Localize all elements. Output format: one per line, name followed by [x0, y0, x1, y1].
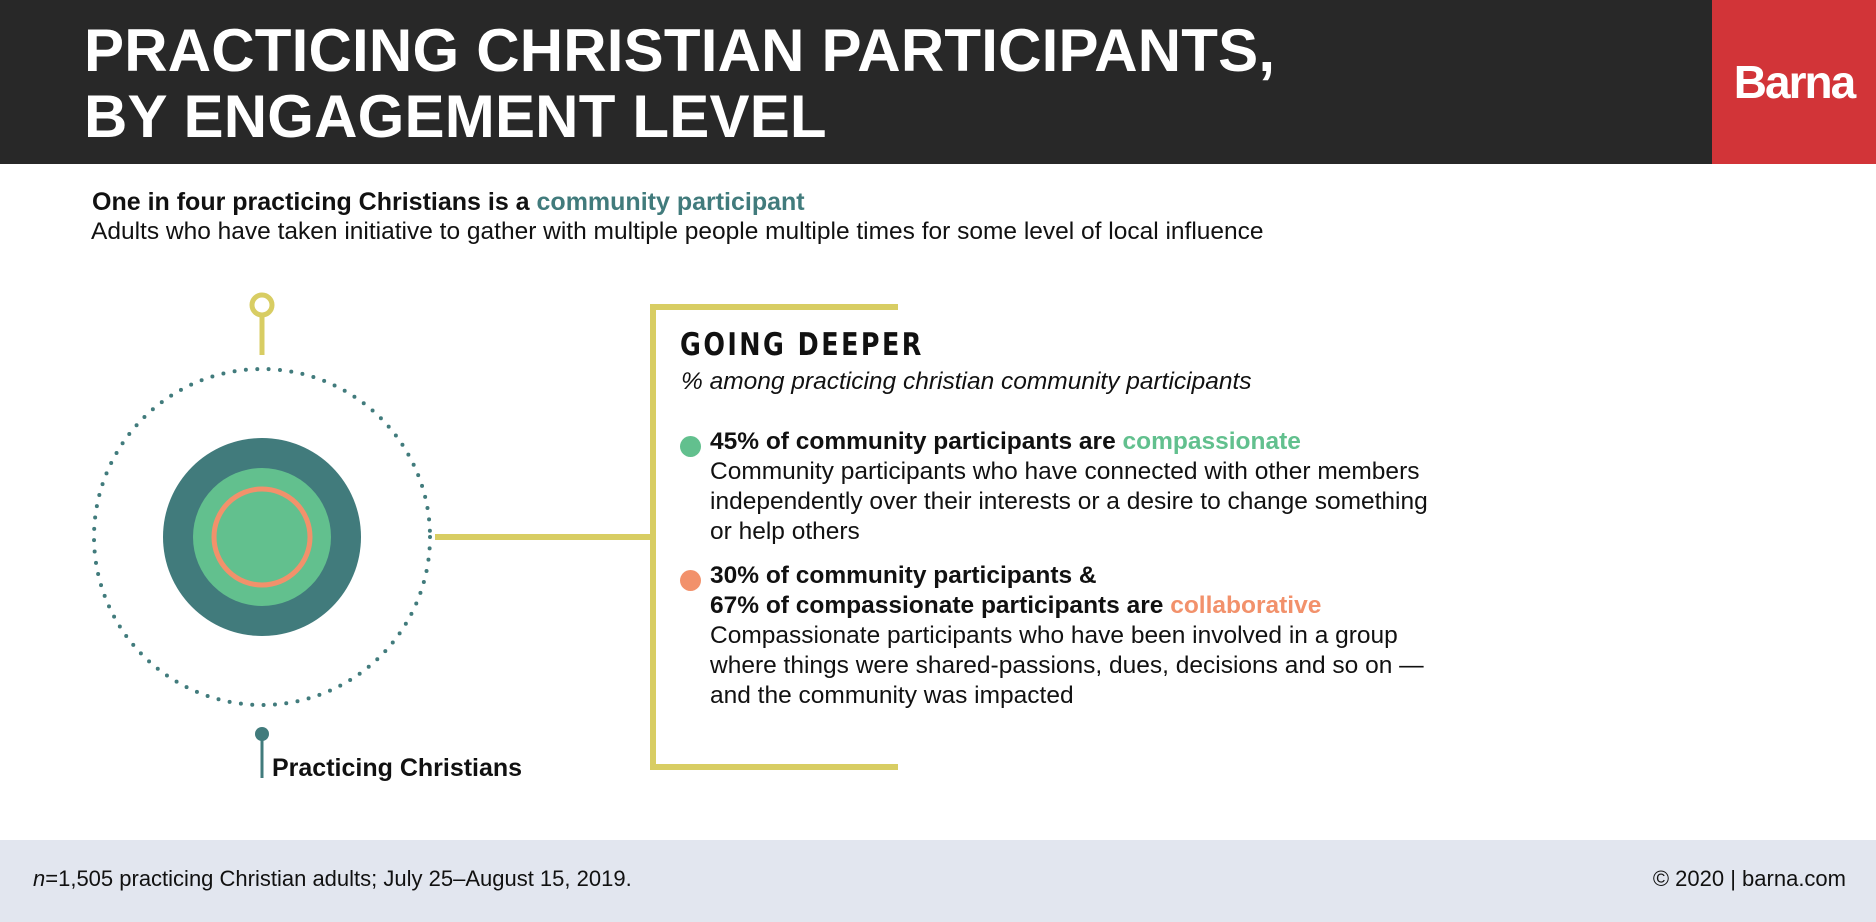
collaborative-stat-line-1: 30% of community participants &: [710, 562, 1097, 589]
orange-circle-icon: [680, 570, 701, 591]
practicing-christians-label: Practicing Christians: [272, 754, 523, 782]
intro-headline-prefix: One in four practicing Christians is a: [92, 188, 537, 216]
title-line-1: PRACTICING CHRISTIAN PARTICIPANTS,: [84, 17, 1276, 84]
compassionate-stat-prefix: 45% of community participants are: [710, 428, 1123, 455]
intro-subtitle: Adults who have taken initiative to gather with multiple people multiple times for some level of local influence: [91, 218, 1264, 245]
copyright-link[interactable]: © 2020 | barna.com: [1652, 866, 1846, 891]
sample-n: n: [33, 866, 46, 891]
footer-bar: [0, 840, 1876, 922]
title-line-2: BY ENGAGEMENT LEVEL: [84, 83, 827, 150]
compassionate-highlight: compassionate: [1122, 428, 1301, 455]
collaborative-text: [710, 561, 1450, 711]
collaborative-highlight: collaborative: [1170, 592, 1322, 619]
compassionate-text: [710, 427, 1450, 547]
compassionate-stat: [710, 427, 1450, 457]
bottom-pin-icon: [255, 727, 269, 741]
collaborative-stat-prefix: 67% of compassionate participants are: [710, 592, 1171, 619]
collaborative-stat-line-2: [710, 591, 1450, 621]
top-pin-icon: [252, 295, 272, 315]
collaborative-description: Compassionate participants who have been involved in a group where things were shared-passions, dues, decisions and so on — and the community was impacted: [710, 622, 1424, 709]
compassionate-description: Community participants who have connected with other members independently over their interests or a desire to change something or help others: [710, 458, 1428, 545]
sample-note-text: =1,505 practicing Christian adults; July 25–August 15, 2019.: [45, 866, 632, 891]
sample-note: [33, 866, 632, 892]
panel-subtitle: % among practicing christian community participants: [681, 368, 1252, 395]
intro-headline-highlight: community participant: [536, 188, 805, 216]
panel-title: GOING DEEPER: [680, 327, 924, 363]
logo-text: Barna: [1733, 56, 1855, 108]
green-circle-icon: [680, 436, 701, 457]
